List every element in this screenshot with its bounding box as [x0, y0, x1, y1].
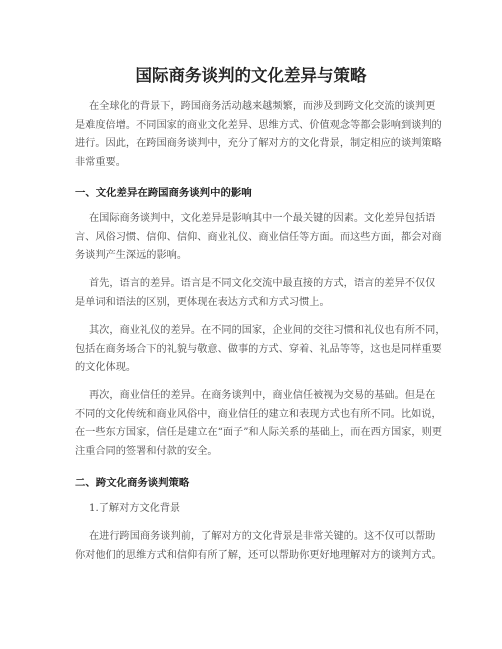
s1-p4-line-3: 在一些东方国家，信任是建立在“面子”和人际关系的基础上，而在西方国家，则更: [75, 427, 442, 438]
s2-p1-line-2: 你对他们的思维方式和信仰有所了解，还可以帮助你更好地理解对方的谈判方式。: [75, 550, 442, 561]
s2-p1-line-1: 在进行跨国商务谈判前，了解对方的文化背景是非常关键的。这不仅可以帮助: [89, 531, 436, 542]
intro-line-1: 在全球化的背景下，跨国商务活动越来越频繁，而涉及到跨文化交流的谈判更: [89, 101, 436, 112]
section-2-heading: 二、跨文化商务谈判策略: [75, 477, 190, 489]
section-1-heading: 一、文化差异在跨国商务谈判中的影响: [75, 187, 252, 199]
s1-p4-line-2: 不同的文化传统和商业风俗中，商业信任的建立和表现方式也有所不同。比如说，: [75, 409, 442, 420]
s1-p2-line-1: 首先，语言的差异。语言是不同文化交流中最直接的方式，语言的差异不仅仅: [89, 278, 436, 289]
intro-line-3: 进行。因此，在跨国商务谈判中，充分了解对方的文化背景，制定相应的谈判策略: [75, 138, 442, 149]
s2-item-1: 1.了解对方文化背景: [89, 503, 181, 514]
intro-line-4: 非常重要。: [75, 157, 126, 168]
s1-p3-line-1: 其次，商业礼仪的差异。在不同的国家，企业间的交往习惯和礼仪也有所不同，: [89, 325, 446, 336]
s1-p3-line-2: 包括在商务场合下的礼貌与敬意、做事的方式、穿着、礼品等等，这也是同样重要: [75, 344, 442, 355]
s1-p1-line-1: 在国际商务谈判中，文化差异是影响其中一个最关键的因素。文化差异包括语: [89, 213, 436, 224]
s1-p1-line-2: 言、风俗习惯、信仰、信仰、商业礼仪、商业信任等方面。而这些方面，都会对商: [75, 232, 442, 243]
s1-p1-line-3: 务谈判产生深远的影响。: [75, 250, 188, 261]
s1-p2-line-2: 是单词和语法的区别，更体现在表达方式和方式习惯上。: [75, 297, 330, 308]
s1-p3-line-3: 的文化体现。: [75, 362, 137, 373]
intro-line-2: 是难度倍增。不同国家的商业文化差异、思维方式、价值观念等都会影响到谈判的: [75, 120, 442, 131]
page-title: 国际商务谈判的文化差异与策略: [135, 66, 367, 85]
s1-p4-line-1: 再次，商业信任的差异。在商务谈判中，商业信任被视为交易的基础。但是在: [89, 390, 436, 401]
s1-p4-line-4: 注重合同的签署和付款的安全。: [75, 446, 218, 457]
